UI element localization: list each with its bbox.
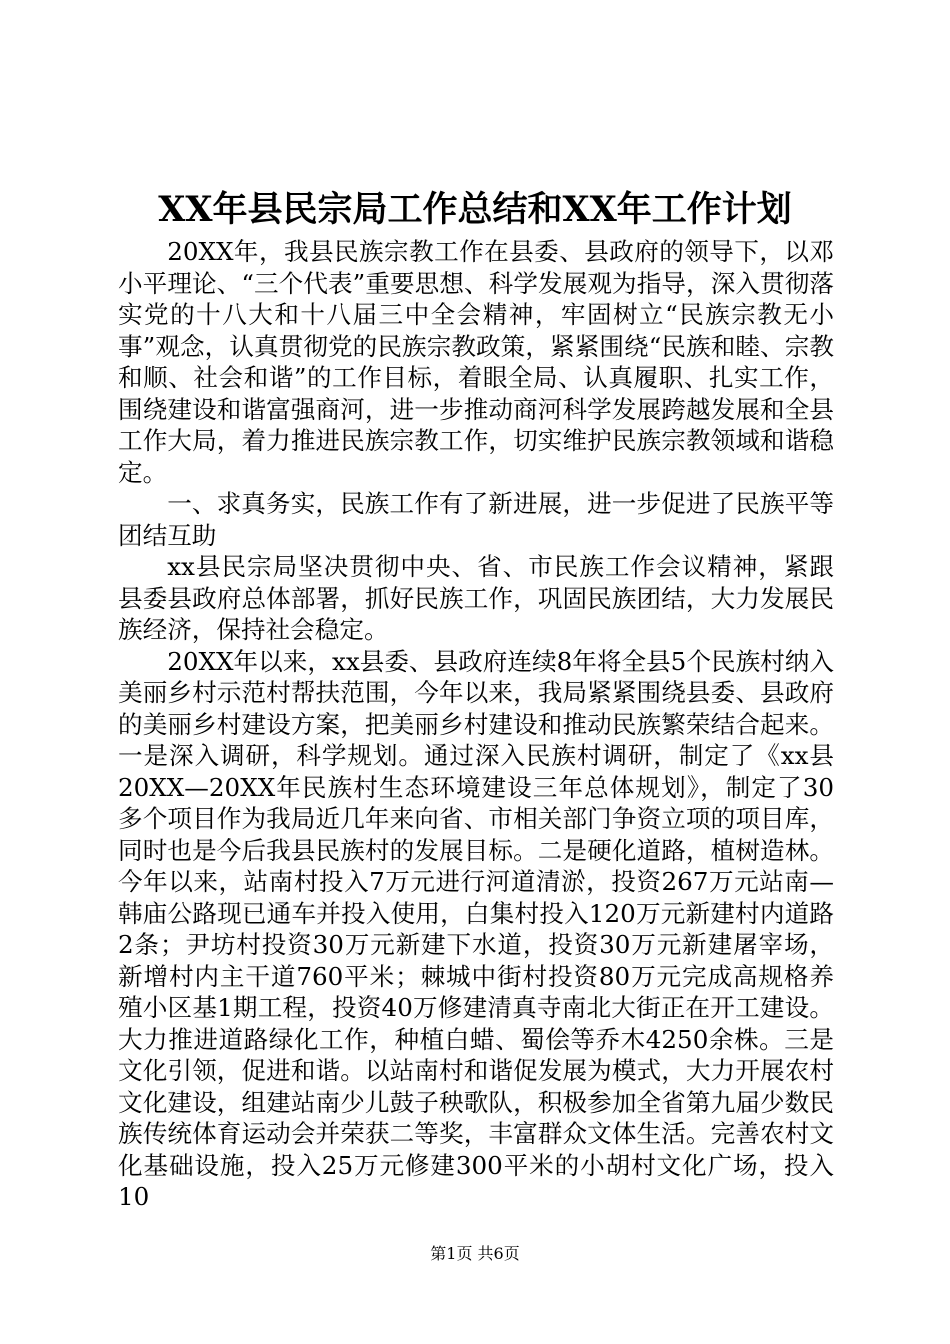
paragraph-intro: 20XX年，我县民族宗教工作在县委、县政府的领导下，以邓小平理论、“三个代表”重要思想、科学发展观为指导，深入贯彻落实党的十八大和十八届三中全会精神，牢固树立“民族宗教无小事”观念，认真贯彻党的民族宗教政策，紧紧围绕“民族和睦、宗教和顺、社会和谐”的工作目标，着眼全局、认真履职、扎实工作，围绕建设和谐富强商河，进一步推动商河科学发展跨越发展和全县工作大局，着力推进民族宗教工作，切实维护民族宗教领域和谐稳定。 [118, 237, 834, 487]
paragraph-beautiful-village: 20XX年以来，xx县委、县政府连续8年将全县5个民族村纳入美丽乡村示范村帮扶范围，今年以来，我局紧紧围绕县委、县政府的美丽乡村建设方案，把美丽乡村建设和推动民族繁荣结合起来。一是深入调研，科学规划。通过深入民族村调研，制定了《xx县20XX—20XX年民族村生态环境建设三年总体规划》，制定了30多个项目作为我局近几年来向省、市相关部门争资立项的项目库，同时也是今后我县民族村的发展目标。二是硬化道路，植树造林。今年以来，站南村投入7万元进行河道清淤，投资267万元站南—韩庙公路现已通车并投入使用，白集村投入120万元新建村内道路2条；尹坊村投资30万元新建下水道，投资30万元新建屠宰场，新增村内主干道760平米；棘城中街村投资80万元完成高规格养殖小区基1期工程，投资40万修建清真寺南北大街正在开工建设。大力推进道路绿化工作，种植白蜡、蜀侩等乔木4250余株。三是文化引领，促进和谐。以站南村和谐促发展为模式，大力开展农村文化建设，组建站南少儿鼓子秧歌队，积极参加全省第九届少数民族传统体育运动会并荣获二等奖，丰富群众文体生活。完善农村文化基础设施，投入25万元修建300平米的小胡村文化广场，投入10 [118, 646, 834, 1211]
document-title: XX年县民宗局工作总结和XX年工作计划 [158, 189, 792, 230]
page-number-footer: 第1页 共6页 [430, 1244, 520, 1263]
document-body [118, 236, 834, 1213]
paragraph-ethnic-work: xx县民宗局坚决贯彻中央、省、市民族工作会议精神，紧跟县委县政府总体部署，抓好民族工作，巩固民族团结，大力发展民族经济，保持社会稳定。 [118, 552, 834, 644]
section-heading-1: 一、求真务实，民族工作有了新进展，进一步促进了民族平等团结互助 [118, 489, 834, 550]
